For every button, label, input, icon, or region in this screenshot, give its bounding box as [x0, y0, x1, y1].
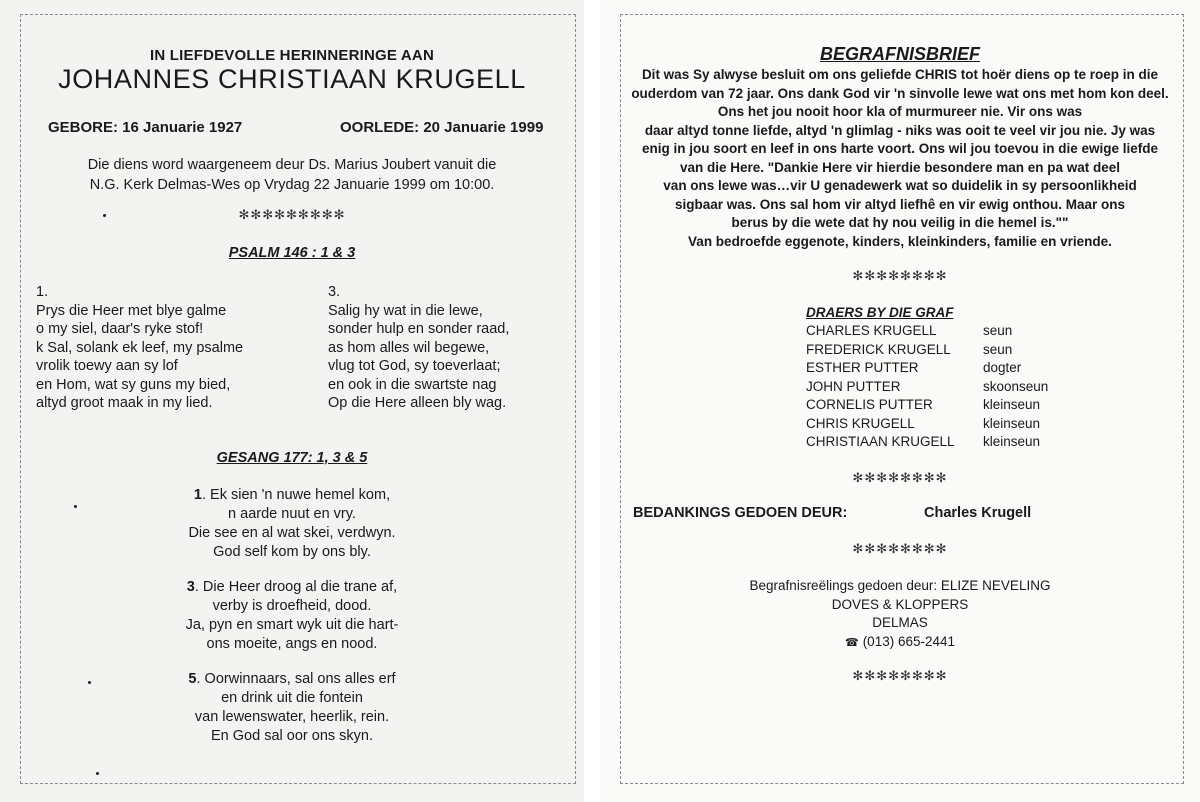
death-date: OORLEDE: 20 Januarie 1999 — [340, 119, 544, 136]
bearer-relation: kleinseun — [983, 415, 1041, 431]
telephone-icon: ☎ — [844, 636, 859, 649]
bearer-name: CHRIS KRUGELL — [806, 415, 915, 431]
verse-number: 5 — [188, 671, 197, 687]
verse-number: 3 — [186, 579, 195, 595]
verse-line: as hom alles wil begewe, — [328, 339, 490, 356]
bearer-relation: kleinseun — [983, 397, 1041, 412]
scan-speck — [103, 214, 106, 217]
scan-speck — [88, 681, 91, 684]
bearer-name: CHRISTIAAN KRUGELL — [806, 434, 955, 449]
bearers-list — [806, 322, 1048, 452]
letter-body — [610, 66, 1190, 251]
gesang-verse-1 — [0, 486, 584, 562]
verse-line: Salig hy wat in die lewe, — [328, 302, 483, 319]
gesang-heading: GESANG 177: 1, 3 & 5 — [216, 450, 368, 466]
bearer-relation: skoonseun — [983, 378, 1049, 394]
body-line: daar altyd tonne liefde, altyd 'n glimlag - niks was ooit te veel vir jou nie. Jy was — [644, 122, 1156, 138]
service-line: Die diens word waargeneem deur Ds. Marius Joubert vanuit die — [87, 157, 497, 173]
bearer-name: JOHN PUTTER — [806, 378, 901, 394]
birth-date: GEBORE: 16 Januarie 1927 — [48, 119, 243, 136]
body-line: Ons het jou nooit hoor kla of murmureer nie. Vir ons was — [717, 104, 1083, 119]
body-line: Van bedroefde eggenote, kinders, kleinkinders, familie en vriende. — [688, 233, 1112, 249]
verse-line: en drink uit die fontein — [221, 690, 363, 706]
separator: ✻✻✻✻✻✻✻✻ — [852, 668, 948, 683]
page-gutter — [584, 0, 600, 802]
verse-line: van lewenswater, heerlik, rein. — [194, 709, 390, 725]
body-line: sigbaar was. Ons sal hom vir altyd liefhê en vir ewig onthou. Maar ons — [674, 196, 1126, 212]
verse-line: 1. Ek sien 'n nuwe hemel kom, — [193, 487, 391, 503]
bearer-name: ESTHER PUTTER — [806, 360, 919, 375]
bearer-row — [806, 396, 1048, 415]
phone-number: (013) 665-2441 — [862, 633, 956, 649]
verse-line: en Hom, wat sy guns my bied, — [36, 376, 231, 393]
verse-line: vrolik toewy aan sy lof — [36, 358, 178, 374]
verse-line: En God sal oor ons skyn. — [211, 728, 373, 744]
funeral-line: DOVES & KLOPPERS — [831, 596, 969, 612]
letter-title: BEGRAFNISBRIEF — [819, 44, 980, 64]
body-line: Dit was Sy alwyse besluit om ons geliefde CHRIS tot hoër diens op te roep in die — [641, 67, 1159, 82]
bearer-relation: dogter — [983, 360, 1022, 375]
psalm-heading: PSALM 146 : 1 & 3 — [228, 245, 356, 261]
bearer-row — [806, 359, 1048, 378]
verse-line: n aarde nuut en vry. — [228, 506, 356, 522]
service-line: N.G. Kerk Delmas-Wes op Vrydag 22 Januarie 1999 om 10:00. — [89, 177, 495, 193]
body-line: enig in jou soort en leef in ons harte voort. Ons wil jou toevou in die ewige liefde — [641, 141, 1159, 156]
bearer-row — [806, 322, 1048, 341]
body-line: van ons lewe was…vir U genadewerk wat so duidelik in sy persoonlikheid — [663, 178, 1137, 193]
verse-line: Op die Here alleen bly wag. — [328, 395, 507, 411]
verse-line: 3. Die Heer droog al die trane af, — [186, 579, 398, 595]
verse-line: God self kom by ons bly. — [213, 544, 371, 560]
service-details — [0, 155, 584, 195]
verse-line: o my siel, daar's ryke stof! — [36, 321, 204, 337]
memorial-intro: IN LIEFDEVOLLE HERINNERINGE AAN — [150, 47, 434, 64]
verse-number: 3. — [328, 284, 341, 300]
verse-line: sonder hulp en sonder raad, — [328, 321, 510, 337]
verse-line: 5. Oorwinnaars, sal ons alles erf — [188, 671, 396, 687]
deceased-name: JOHANNES CHRISTIAAN KRUGELL — [58, 64, 526, 94]
bearer-name: FREDERICK KRUGELL — [806, 341, 951, 357]
verse-line: Prys die Heer met blye galme — [36, 302, 227, 319]
scan-speck — [96, 772, 99, 775]
verse-line: Ja, pyn en smart wyk uit die hart- — [185, 617, 399, 633]
verse-line: Die see en al wat skei, verdwyn. — [188, 525, 396, 541]
separator: ✻✻✻✻✻✻✻✻ — [852, 470, 948, 485]
separator: ✻✻✻✻✻✻✻✻✻ — [238, 207, 346, 222]
funeral-arrangements — [600, 577, 1200, 652]
bearer-relation: seun — [983, 341, 1013, 357]
gesang-verse-3 — [0, 578, 584, 654]
bearer-name: CHARLES KRUGELL — [806, 323, 937, 338]
phone-line — [600, 633, 1200, 653]
thanks-label: BEDANKINGS GEDOEN DEUR: — [633, 505, 848, 521]
bearer-name: CORNELIS PUTTER — [806, 397, 933, 412]
bearer-row — [806, 378, 1048, 397]
bearer-row — [806, 415, 1048, 434]
verse-number: 1. — [36, 284, 49, 300]
verse-number: 1 — [193, 487, 202, 503]
verse-line: altyd groot maak in my lied. — [36, 395, 213, 411]
verse-line: en ook in die swartste nag — [328, 376, 497, 393]
separator: ✻✻✻✻✻✻✻✻ — [852, 268, 948, 283]
bearer-relation: kleinseun — [983, 434, 1041, 449]
body-line: van die Here. "Dankie Here vir hierdie besondere man en pa wat deel — [679, 159, 1121, 175]
bearer-row — [806, 341, 1048, 360]
bearer-relation: seun — [983, 323, 1013, 338]
bearers-heading: DRAERS BY DIE GRAF — [806, 305, 954, 320]
scan-speck — [74, 505, 77, 508]
funeral-line: DELMAS — [872, 615, 928, 630]
body-line: berus by die wete dat hy nou veilig in die hemel is."" — [731, 215, 1069, 230]
funeral-line: Begrafnisreëlings gedoen deur: ELIZE NEVELING — [749, 578, 1051, 593]
psalm-verse-1 — [36, 283, 243, 413]
psalm-verse-3 — [328, 283, 509, 413]
body-line: ouderdom van 72 jaar. Ons dank God vir 'n sinvolle lewe wat ons met hom kon deel. — [631, 85, 1169, 101]
bearer-row — [806, 433, 1048, 452]
separator: ✻✻✻✻✻✻✻✻ — [852, 541, 948, 556]
thanks-name: Charles Krugell — [924, 505, 1032, 521]
verse-line: vlug tot God, sy toeverlaat; — [328, 358, 501, 374]
verse-line: verby is droefheid, dood. — [212, 598, 372, 614]
verse-line: k Sal, solank ek leef, my psalme — [36, 339, 244, 356]
verse-line: ons moeite, angs en nood. — [206, 636, 378, 652]
